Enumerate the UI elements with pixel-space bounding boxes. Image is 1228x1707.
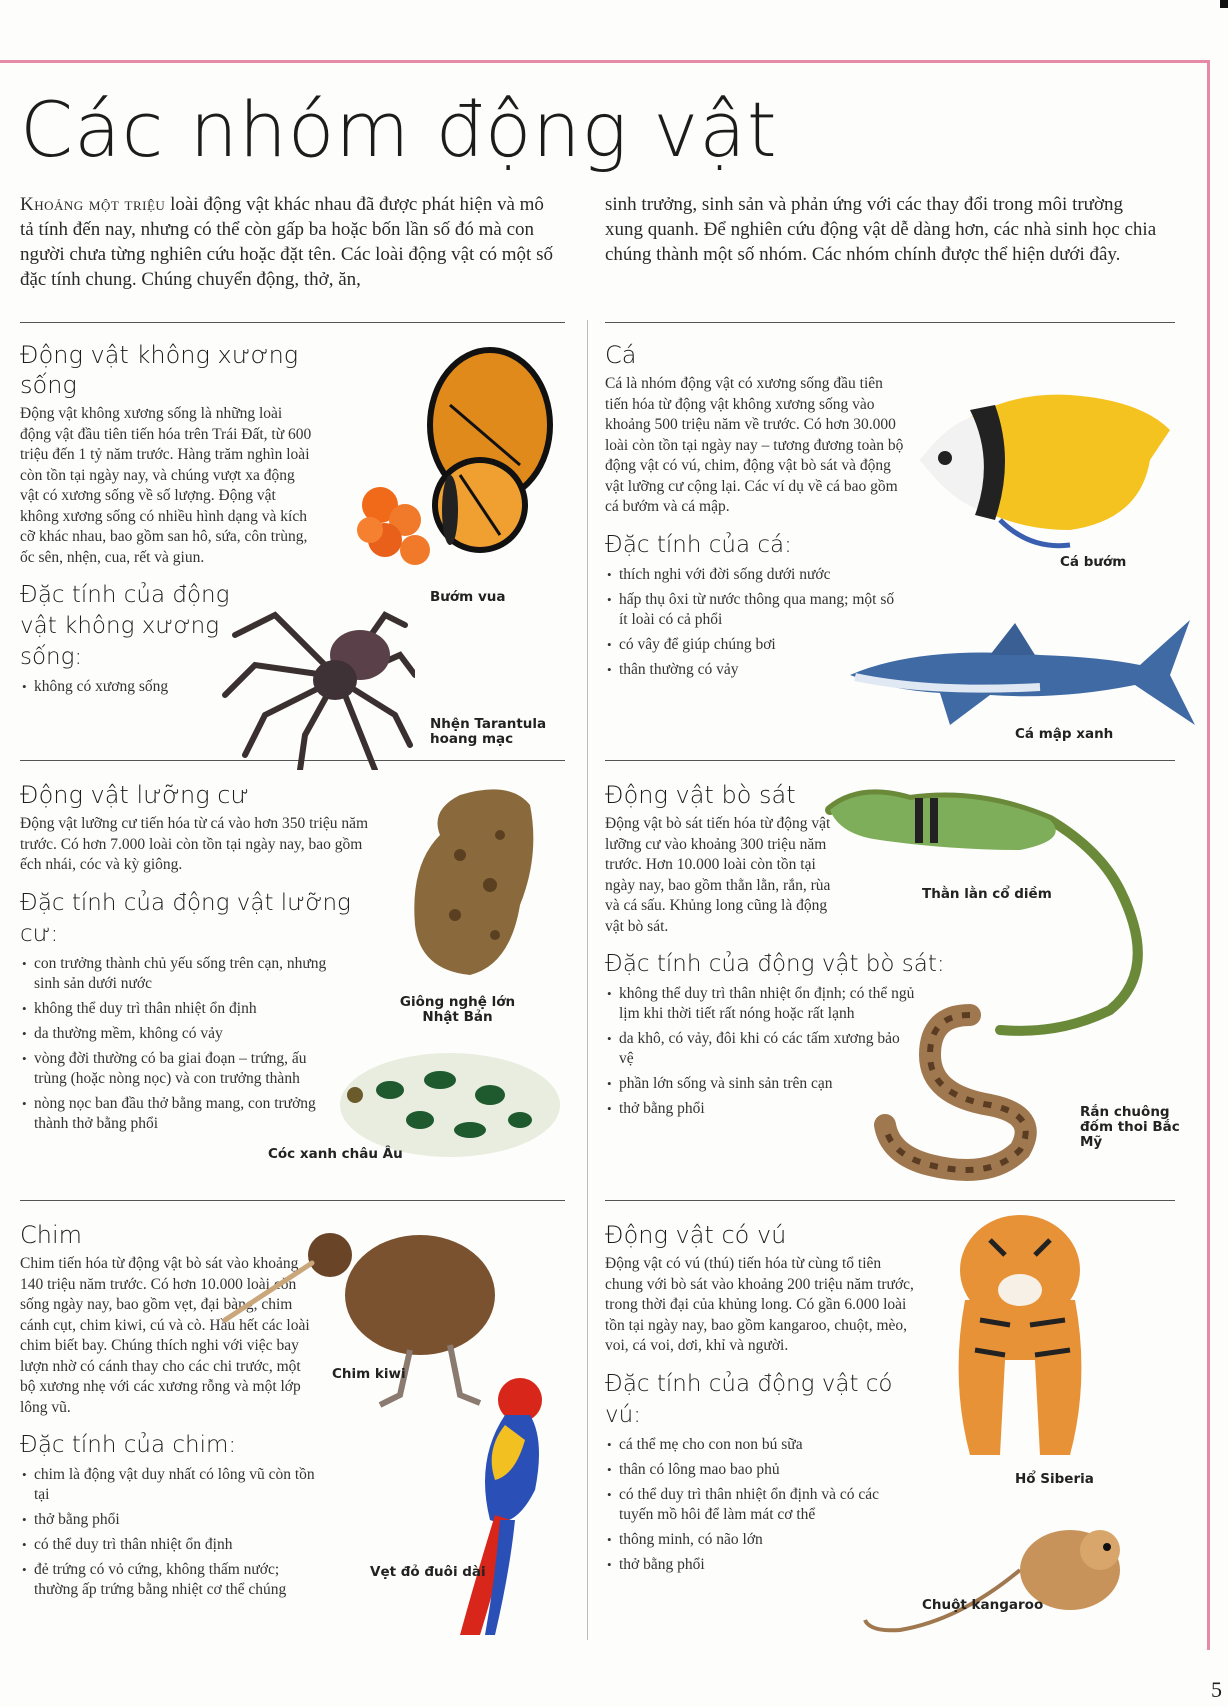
- trait-item: • không thể duy trì thân nhiệt ổn định: [20, 999, 340, 1019]
- giant-salamander-illustration: [400, 775, 550, 985]
- section-heading: Động vật không xương sống: [20, 341, 299, 399]
- traits-heading: Đặc tính của động vật có vú:: [605, 1370, 893, 1428]
- trait-item: • vòng đời thường có ba giai đoạn – trứng, ấu trùng (hoặc nòng nọc) và con trưởng thành: [20, 1049, 340, 1089]
- section-body: Động vật có vú (thú) tiến hóa từ cùng tổ tiên chung với bò sát vào khoảng 200 triệu năm trước, trong thời đại của khủng long. Có gần 6.000 loài tồn tại ngày nay, bao gồm kangaroo, chuột, mèo, voi, cá voi, dơi, khỉ và người.: [605, 1255, 914, 1354]
- caption: Vẹt đỏ đuôi dài: [370, 1564, 486, 1580]
- trait-item: • có vây để giúp chúng bơi: [605, 635, 895, 655]
- page-number: 5: [1211, 1677, 1222, 1702]
- trait-item: • không có xương sống: [20, 677, 315, 697]
- trait-item: • chim là động vật duy nhất có lông vũ còn tồn tại: [20, 1465, 320, 1505]
- traits-heading: Đặc tính của động vật bò sát:: [605, 951, 945, 977]
- section-body: Động vật không xương sống là những loài động vật đầu tiên tiến hóa trên Trái Đất, từ 600 triệu đến 1 tỷ năm trước. Hàng trăm nghìn loài còn tồn tại ngày nay, và chúng vượt xa động vật có xương sống về số lượng. Động vật không xương sống có nhiều hình dạng và kích cỡ khác nhau, bao gồm san hô, sứa, côn trùng, ốc sên, nhện, cua, rết và giun.: [20, 405, 312, 566]
- caption: Cá bướm: [1060, 554, 1127, 570]
- divider: [20, 1200, 565, 1201]
- section-heading: Động vật bò sát: [605, 781, 796, 809]
- intro-left-text: loài động vật khác nhau đã được phát hiện và mô tả tính đến nay, nhưng có thể còn gấp ba hoặc bốn lần số đó mà con người chưa từng nghiên cứu hoặc đặt tên. Các loài động vật có một số đặc tính chung. Chúng chuyển động, thở, ăn,: [20, 194, 553, 290]
- divider: [605, 322, 1175, 323]
- caption: Thằn lằn cổ diềm: [922, 886, 1052, 902]
- blue-shark-illustration: [840, 615, 1200, 735]
- intro-right: sinh trưởng, sinh sản và phản ứng với các thay đổi trong môi trường xung quanh. Để nghiên cứu động vật dễ dàng hơn, các nhà sinh học chia chúng thành một số nhóm. Các nhóm chính được thể hiện dưới đây.: [605, 194, 1157, 265]
- trait-item: • hấp thụ ôxi từ nước thông qua mang; một số ít loài có cả phổi: [605, 590, 895, 630]
- caption: Chuột kangaroo: [922, 1597, 1044, 1613]
- trait-item: • đẻ trứng có vỏ cứng, không thấm nước; thường ấp trứng bằng nhiệt cơ thể chúng: [20, 1560, 320, 1600]
- page-title: Các nhóm động vật: [20, 85, 778, 174]
- butterflyfish-illustration: [900, 370, 1190, 550]
- section-body: Chim tiến hóa từ động vật bò sát vào khoảng 140 triệu năm trước. Có hơn 10.000 loài còn sống ngày nay, bao gồm vẹt, đại bàng, chim cánh cụt, chim kiwi, cú và cò. Hầu hết các loài chim biết bay. Chúng thích nghi với việc bay lượn nhờ có cánh thay cho các chi trước, một bộ xương nhẹ với các xương rỗng và một lớp lông vũ.: [20, 1255, 310, 1416]
- trait-item: • thông minh, có não lớn: [605, 1530, 895, 1550]
- divider: [20, 322, 565, 323]
- section-body: Cá là nhóm động vật có xương sống đầu tiên tiến hóa từ động vật không xương sống vào khoảng 500 triệu năm về trước. Có hơn 30.000 loài còn tồn tại ngày nay – tương đương toàn bộ động vật có vú, chim, động vật bò sát và động vật lưỡng cư cộng lại. Các ví dụ về cá bao gồm cá bướm và cá mập.: [605, 375, 904, 515]
- divider: [605, 1200, 1175, 1201]
- trait-item: • phần lớn sống và sinh sản trên cạn: [605, 1074, 915, 1094]
- siberian-tiger-illustration: [920, 1210, 1120, 1460]
- trait-item: • thở bằng phổi: [20, 1510, 320, 1530]
- traits-heading: Đặc tính của cá:: [605, 531, 792, 558]
- column-divider: [587, 320, 588, 1640]
- trait-item: • da thường mềm, không có vảy: [20, 1024, 340, 1044]
- rattlesnake-illustration: [870, 995, 1070, 1185]
- section-body: Động vật lưỡng cư tiến hóa từ cá vào hơn 350 triệu năm trước. Có hơn 7.000 loài còn tồn tại ngày nay, bao gồm ếch nhái, cóc và kỳ giông.: [20, 815, 369, 873]
- intro-left: [20, 192, 560, 292]
- green-toad-illustration: [320, 1045, 570, 1160]
- trait-item: • thở bằng phổi: [605, 1555, 895, 1575]
- section-body: Động vật bò sát tiến hóa từ động vật lưỡng cư vào khoảng 300 triệu năm trước. Hơn 10.000 loài còn tồn tại ngày nay, bao gồm thằn lằn, rắn, rùa và cá sấu. Khủng long cũng là động vật bò sát.: [605, 815, 831, 935]
- trait-item: • nòng nọc ban đầu thở bằng mang, con trưởng thành thở bằng phổi: [20, 1094, 340, 1134]
- section-amphibians: [20, 780, 370, 1139]
- trait-item: • không thể duy trì thân nhiệt ổn định; có thể ngủ lịm khi thời tiết rất nóng hoặc rất lạnh: [605, 984, 915, 1024]
- trait-item: • da khô, có vảy, đôi khi có các tấm xương bảo vệ: [605, 1029, 915, 1069]
- caption: Nhện Tarantula hoang mạc: [430, 716, 547, 747]
- traits-list: [20, 1465, 320, 1600]
- section-heading: Cá: [605, 341, 637, 369]
- scarlet-macaw-illustration: [445, 1370, 565, 1640]
- traits-heading: Đặc tính của động vật không xương sống:: [20, 582, 230, 670]
- trait-item: • có thể duy trì thân nhiệt ổn định: [20, 1535, 320, 1555]
- traits-list: [605, 1435, 895, 1575]
- corner-mark: [1220, 0, 1228, 8]
- trait-item: • cá thể mẹ cho con non bú sữa: [605, 1435, 895, 1455]
- caption: Bướm vua: [430, 589, 506, 605]
- trait-item: • thân có lông mao bao phủ: [605, 1460, 895, 1480]
- trait-item: • thở bằng phổi: [605, 1099, 915, 1119]
- traits-heading: Đặc tính của động vật lưỡng cư:: [20, 889, 351, 947]
- traits-heading: Đặc tính của chim:: [20, 1432, 237, 1458]
- trait-item: • thích nghi với đời sống dưới nước: [605, 565, 895, 585]
- caption: Hổ Siberia: [1015, 1471, 1094, 1487]
- monarch-butterfly-illustration: [350, 345, 570, 585]
- kangaroo-rat-illustration: [860, 1510, 1160, 1640]
- intro-lead: Khoảng một triệu: [20, 194, 166, 215]
- tarantula-illustration: [215, 595, 415, 770]
- section-heading: Chim: [20, 1221, 83, 1249]
- traits-list: [20, 954, 340, 1134]
- caption: Cá mập xanh: [1015, 726, 1114, 742]
- caption: Giông nghệ lớn Nhật Bản: [399, 994, 516, 1025]
- section-heading: Động vật lưỡng cư: [20, 781, 250, 809]
- trait-item: • con trưởng thành chủ yếu sống trên cạn, nhưng sinh sản dưới nước: [20, 954, 340, 994]
- caption: Rắn chuông đốm thoi Bắc Mỹ: [1080, 1104, 1180, 1150]
- caption: Chim kiwi: [332, 1366, 406, 1382]
- caption: Cóc xanh châu Âu: [268, 1146, 403, 1162]
- trait-item: • có thể duy trì thân nhiệt ổn định và có các tuyến mồ hôi để làm mát cơ thể: [605, 1485, 895, 1525]
- trait-item: • thân thường có vảy: [605, 660, 895, 680]
- section-heading: Động vật có vú: [605, 1221, 787, 1249]
- divider: [605, 760, 1175, 761]
